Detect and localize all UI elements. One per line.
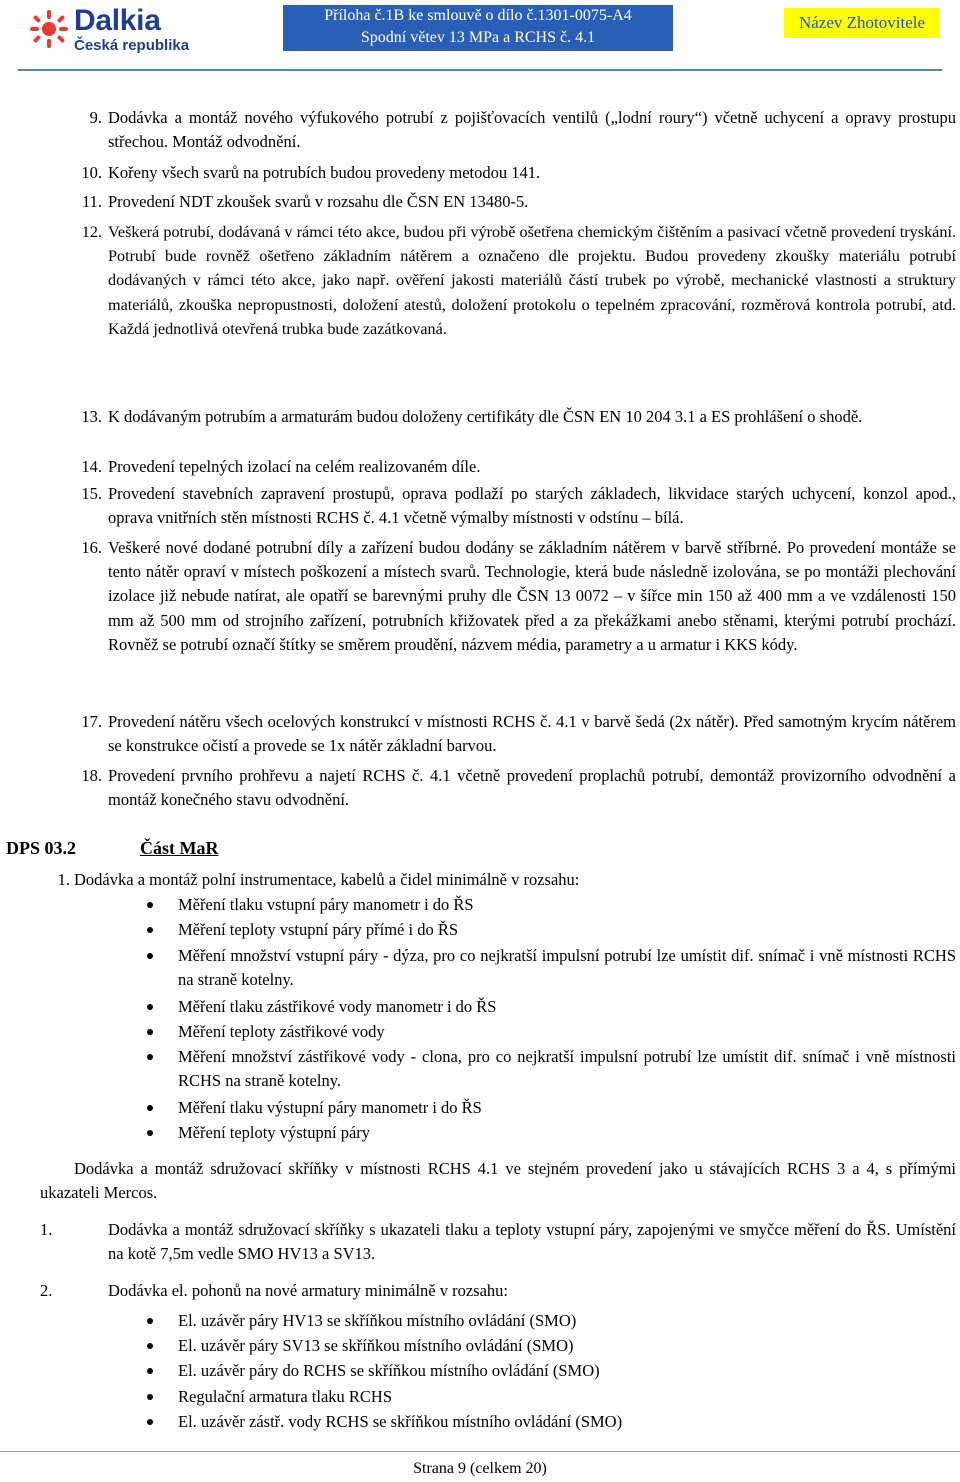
- list-item: [81, 455, 956, 479]
- bullet-item: Měření tlaku vstupní páry manometr i do ŘS: [178, 893, 956, 917]
- list-text: Dodávka el. pohonů na nové armatury minimálně v rozsahu:: [108, 1281, 509, 1300]
- list-number: 17.: [81, 712, 102, 731]
- list-number: 12.: [81, 223, 102, 241]
- list-item: [40, 1279, 956, 1303]
- list-text: Provedení stavebních zapravení prostupů, oprava podlaží po starých základech, likvidace starých uchycení, konzol apod., oprava vnitřních stěn místnosti RCHS č. 4.1 včetně výmalby místnosti v odstínu – bílá.: [108, 484, 956, 528]
- list-text: Veškeré nové dodané potrubní díly a zařízení budou dodány se základním nátěrem v barvě stříbrné. Po provedení montáže se tento nátěr opraví v místech poškození a místech svarů. Technologie, která bude následně izolována, se po montáži plechování izolace již nebude natírat, ale opatří se barevnými pruhy dle ČSN 13 0072 – v šířce min 150 až 400 mm a ve vzdálenosti 150 mm až 500 mm od strojního zařízení, potrubních křižovatek před a za překážkami anebo stěnami, kterými potrubí prochází. Rovněž se potrubí označí štítky se směrem proudění, názvem média, parametry a u armatur i KKS kódy.: [108, 538, 956, 654]
- list-item: [57, 868, 774, 892]
- list-text: Provedení nátěru všech ocelových konstrukcí v místnosti RCHS č. 4.1 v barvě šedá (2x nátěr). Před samotným krycím nátěrem se konstrukce očistí a provede se 1x nátěr základní barvou.: [108, 712, 956, 756]
- bullet-item: Měření množství vstupní páry - dýza, pro co nejkratší impulsní potrubí lze umístit dif. snímač i vně místnosti RCHS na straně kotelny.: [178, 944, 956, 992]
- list-item: [81, 161, 956, 185]
- list-text: Provedení prvního prohřevu a najetí RCHS č. 4.1 včetně provedení proplachů potrubí, demontáž provizorního odvodnění a montáž konečného stavu odvodnění.: [108, 766, 956, 810]
- bullet-item: Měření teploty výstupní páry: [178, 1121, 956, 1145]
- list-number: 15.: [81, 484, 102, 503]
- bullet-item: Měření tlaku zástřikové vody manometr i do ŘS: [178, 995, 956, 1019]
- list-text: Provedení tepelných izolací na celém realizovaném díle.: [108, 457, 481, 476]
- footer-divider: [0, 1451, 960, 1452]
- bullet-item: El. uzávěr páry do RCHS se skříňkou místního ovládání (SMO): [178, 1359, 956, 1383]
- list-text: Kořeny všech svarů na potrubích budou provedeny metodou 141.: [108, 163, 541, 182]
- list-number: 9.: [89, 108, 102, 127]
- list-number: 1.: [57, 870, 70, 889]
- list-item: [81, 220, 956, 341]
- list-number: 13.: [81, 407, 102, 426]
- list-item: [81, 482, 956, 530]
- list-text: Dodávka a montáž polní instrumentace, kabelů a čidel minimálně v rozsahu:: [74, 870, 580, 889]
- section-code: DPS 03.2: [6, 838, 77, 858]
- list-number: 18.: [81, 766, 102, 785]
- list-number: 1.: [40, 1220, 53, 1239]
- section-title: Část MaR: [140, 838, 219, 858]
- list-item: [81, 536, 956, 657]
- list-item: [81, 405, 956, 429]
- bullet-item: Měření množství zástřikové vody - clona, pro co nejkratší impulsní potrubí lze umístit dif. snímač i vně místnosti RCHS na straně kotelny.: [178, 1045, 956, 1093]
- list-text: K dodávaným potrubím a armaturám budou doloženy certifikáty dle ČSN EN 10 204 3.1 a ES prohlášení o shodě.: [108, 407, 863, 426]
- header-line-2: Spodní větev 13 MPa a RCHS č. 4.1: [360, 29, 596, 46]
- paragraph: Dodávka a montáž sdružovací skříňky v místnosti RCHS 4.1 ve stejném provedení jako u stávajících RCHS 3 a 4, s přímými ukazateli Mercos.: [40, 1159, 956, 1203]
- bullet-item: Regulační armatura tlaku RCHS: [178, 1385, 956, 1409]
- contractor-name: Název Zhotovitele: [784, 8, 940, 38]
- list-number: 14.: [81, 457, 102, 476]
- logo-name: Dalkia: [74, 4, 161, 37]
- list-text: Dodávka a montáž nového výfukového potrubí z pojišťovacích ventilů („lodní roury“) včetně uchycení a opravy prostupu střechou. Montáž odvodnění.: [108, 108, 956, 152]
- bullet-item: El. uzávěr páry SV13 se skříňkou místního ovládání (SMO): [178, 1334, 956, 1358]
- dalkia-logo-icon: [28, 6, 70, 52]
- list-item: [40, 1218, 956, 1266]
- bullet-item: Měření tlaku výstupní páry manometr i do ŘS: [178, 1096, 956, 1120]
- header-divider: [18, 69, 942, 71]
- list-number: 2.: [40, 1281, 53, 1300]
- bullet-item: El. uzávěr zástř. vody RCHS se skříňkou místního ovládání (SMO): [178, 1410, 956, 1434]
- page-number: Strana 9 (celkem 20): [413, 1460, 547, 1477]
- list-item: [81, 190, 956, 214]
- bullet-item: El. uzávěr páry HV13 se skříňkou místního ovládání (SMO): [178, 1309, 956, 1333]
- list-text: Veškerá potrubí, dodávaná v rámci této akce, budou při výrobě ošetřena chemickým čištěním a pasivací včetně provedení tryskání. Potrubí bude rovněž ošetřeno základním nátěrem a označeno dle projektu. Budou provedeny zkoušky materiálu potrubí dodávaných v rámci této akce, jako např. ověření jakosti materiálů částí trubek po výrobě, mechanické vlastnosti a struktury materiálů, zkouška nepropustnosti, doložení atestů, doložení protokolu o tepelném zpracování, rozměrová kontrola potrubí, atd. Každá jednotlivá otevřená trubka bude zazátkovaná.: [108, 223, 956, 338]
- list-item: [89, 106, 956, 154]
- list-item: [81, 710, 956, 758]
- page-header: [0, 0, 960, 66]
- list-item: [81, 764, 956, 812]
- header-title-box: [283, 5, 673, 51]
- list-number: 16.: [81, 538, 102, 557]
- company-logo: [28, 6, 189, 55]
- logo-subtitle: Česká republika: [74, 37, 190, 54]
- list-number: 11.: [81, 192, 102, 211]
- list-text: Dodávka a montáž sdružovací skříňky s ukazateli tlaku a teploty vstupní páry, zapojenými ve smyčce měření do ŘS. Umístění na kotě 7,5m vedle SMO HV13 a SV13.: [108, 1220, 956, 1264]
- list-number: 10.: [81, 163, 102, 182]
- header-line-1: Příloha č.1B ke smlouvě o dílo č.1301-0075-A4: [324, 7, 632, 24]
- list-text: Provedení NDT zkoušek svarů v rozsahu dle ČSN EN 13480-5.: [108, 192, 529, 211]
- bullet-item: Měření teploty zástřikové vody: [178, 1020, 956, 1044]
- bullet-item: Měření teploty vstupní páry přímé i do ŘS: [178, 918, 956, 942]
